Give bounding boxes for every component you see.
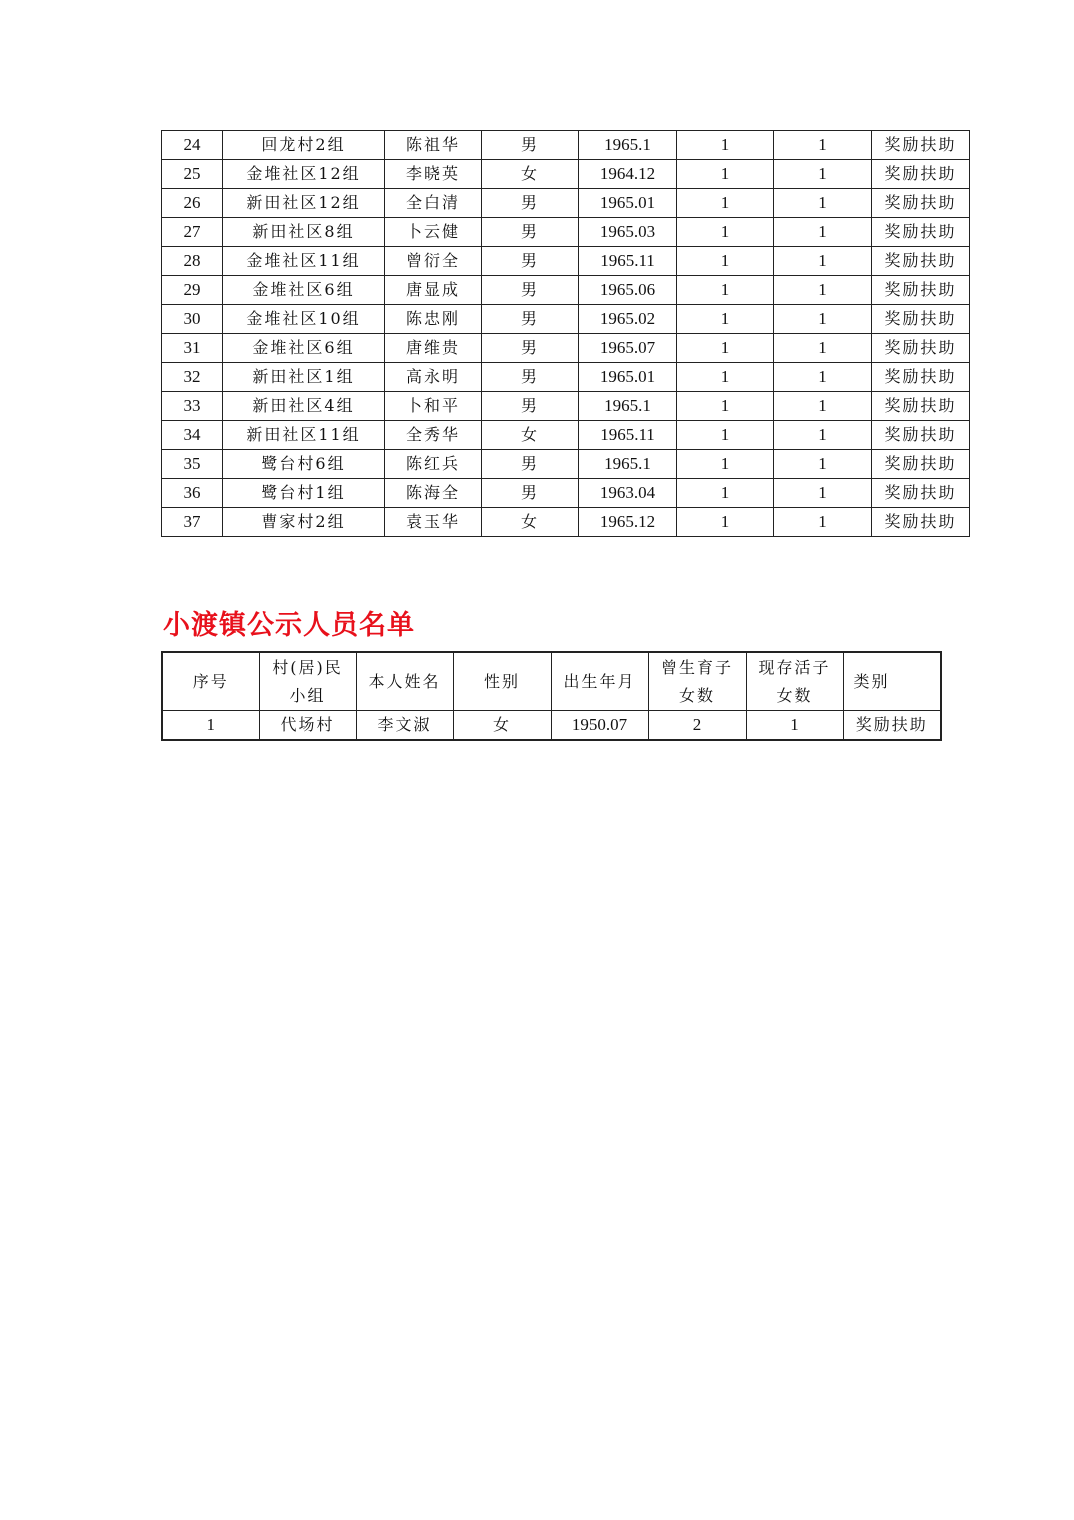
- cell-birth: 1965.1: [579, 450, 677, 479]
- cell-children-born: 1: [677, 508, 774, 537]
- cell-children-living: 1: [774, 508, 872, 537]
- table-row: [162, 131, 970, 160]
- cell-index: 28: [162, 247, 223, 276]
- cell-children-living: 1: [774, 247, 872, 276]
- cell-children-living: 1: [774, 450, 872, 479]
- cell-birth: 1965.12: [579, 508, 677, 537]
- cell-category: 奖励扶助: [872, 334, 970, 363]
- header-cell-category: 类别: [843, 652, 941, 711]
- table-row: [162, 334, 970, 363]
- cell-category: 奖励扶助: [872, 363, 970, 392]
- table-row: [162, 392, 970, 421]
- cell-children-living: 1: [774, 160, 872, 189]
- header-cell-children-born: 曾生育子女数: [648, 652, 746, 711]
- cell-index: 36: [162, 479, 223, 508]
- cell-category: 奖励扶助: [872, 305, 970, 334]
- cell-gender: 男: [482, 305, 579, 334]
- table-row: [162, 450, 970, 479]
- cell-children-living: 1: [774, 218, 872, 247]
- cell-category: 奖励扶助: [872, 160, 970, 189]
- cell-index: 35: [162, 450, 223, 479]
- header-row: [162, 652, 941, 711]
- header-cell-name: 本人姓名: [356, 652, 453, 711]
- cell-name: 卜和平: [385, 392, 482, 421]
- cell-children-born: 1: [677, 421, 774, 450]
- cell-category: 奖励扶助: [843, 711, 941, 741]
- cell-birth: 1965.02: [579, 305, 677, 334]
- table-row: [162, 305, 970, 334]
- cell-category: 奖励扶助: [872, 189, 970, 218]
- cell-index: 1: [162, 711, 259, 741]
- cell-children-living: 1: [774, 363, 872, 392]
- cell-gender: 男: [482, 276, 579, 305]
- cell-group: 金堆社区6组: [223, 276, 385, 305]
- cell-children-born: 1: [677, 363, 774, 392]
- cell-birth: 1965.06: [579, 276, 677, 305]
- cell-children-born: 1: [677, 450, 774, 479]
- cell-index: 24: [162, 131, 223, 160]
- cell-category: 奖励扶助: [872, 421, 970, 450]
- cell-gender: 男: [482, 363, 579, 392]
- cell-children-living: 1: [746, 711, 843, 741]
- cell-children-born: 1: [677, 305, 774, 334]
- cell-index: 31: [162, 334, 223, 363]
- cell-index: 27: [162, 218, 223, 247]
- cell-index: 33: [162, 392, 223, 421]
- table-row: [162, 276, 970, 305]
- cell-gender: 女: [453, 711, 551, 741]
- xiaodu-table: [161, 651, 942, 741]
- table-row: [162, 189, 970, 218]
- cell-name: 唐维贵: [385, 334, 482, 363]
- continued-table: [161, 130, 970, 537]
- cell-children-living: 1: [774, 421, 872, 450]
- cell-children-born: 1: [677, 189, 774, 218]
- cell-index: 34: [162, 421, 223, 450]
- cell-index: 29: [162, 276, 223, 305]
- cell-group: 新田社区8组: [223, 218, 385, 247]
- cell-index: 30: [162, 305, 223, 334]
- cell-group: 鹭台村1组: [223, 479, 385, 508]
- cell-children-born: 1: [677, 160, 774, 189]
- table-row: [162, 479, 970, 508]
- cell-group: 金堆社区12组: [223, 160, 385, 189]
- cell-children-born: 2: [648, 711, 746, 741]
- cell-category: 奖励扶助: [872, 276, 970, 305]
- cell-birth: 1965.01: [579, 189, 677, 218]
- cell-index: 25: [162, 160, 223, 189]
- cell-group: 金堆社区11组: [223, 247, 385, 276]
- cell-group: 新田社区11组: [223, 421, 385, 450]
- cell-children-living: 1: [774, 334, 872, 363]
- cell-group: 新田社区1组: [223, 363, 385, 392]
- cell-children-born: 1: [677, 479, 774, 508]
- cell-name: 袁玉华: [385, 508, 482, 537]
- cell-birth: 1950.07: [551, 711, 648, 741]
- table-row: [162, 421, 970, 450]
- cell-children-living: 1: [774, 392, 872, 421]
- cell-gender: 男: [482, 189, 579, 218]
- cell-children-living: 1: [774, 131, 872, 160]
- cell-group: 鹭台村6组: [223, 450, 385, 479]
- cell-category: 奖励扶助: [872, 508, 970, 537]
- cell-birth: 1965.03: [579, 218, 677, 247]
- cell-children-born: 1: [677, 218, 774, 247]
- cell-group: 代场村: [259, 711, 356, 741]
- header-cell-index: 序号: [162, 652, 259, 711]
- table-row: [162, 508, 970, 537]
- cell-gender: 女: [482, 160, 579, 189]
- cell-category: 奖励扶助: [872, 247, 970, 276]
- cell-gender: 男: [482, 247, 579, 276]
- cell-index: 26: [162, 189, 223, 218]
- cell-children-living: 1: [774, 189, 872, 218]
- cell-category: 奖励扶助: [872, 450, 970, 479]
- header-cell-gender: 性别: [453, 652, 551, 711]
- cell-name: 高永明: [385, 363, 482, 392]
- cell-children-born: 1: [677, 131, 774, 160]
- cell-gender: 男: [482, 479, 579, 508]
- cell-group: 曹家村2组: [223, 508, 385, 537]
- cell-group: 金堆社区6组: [223, 334, 385, 363]
- header-cell-birth: 出生年月: [551, 652, 648, 711]
- table-row: [162, 247, 970, 276]
- cell-gender: 女: [482, 421, 579, 450]
- cell-name: 唐显成: [385, 276, 482, 305]
- cell-name: 陈忠刚: [385, 305, 482, 334]
- cell-birth: 1965.01: [579, 363, 677, 392]
- cell-category: 奖励扶助: [872, 479, 970, 508]
- cell-birth: 1963.04: [579, 479, 677, 508]
- cell-birth: 1965.1: [579, 131, 677, 160]
- header-cell-children-living: 现存活子女数: [746, 652, 843, 711]
- cell-children-born: 1: [677, 334, 774, 363]
- section-title: 小渡镇公示人员名单: [163, 610, 415, 641]
- cell-gender: 女: [482, 508, 579, 537]
- cell-name: 陈祖华: [385, 131, 482, 160]
- cell-birth: 1965.11: [579, 421, 677, 450]
- cell-category: 奖励扶助: [872, 131, 970, 160]
- cell-index: 37: [162, 508, 223, 537]
- table-row: [162, 160, 970, 189]
- table-row: [162, 711, 941, 741]
- cell-name: 曾衍全: [385, 247, 482, 276]
- cell-gender: 男: [482, 334, 579, 363]
- cell-gender: 男: [482, 131, 579, 160]
- cell-name: 陈红兵: [385, 450, 482, 479]
- cell-name: 全秀华: [385, 421, 482, 450]
- cell-group: 金堆社区10组: [223, 305, 385, 334]
- table-row: [162, 218, 970, 247]
- cell-index: 32: [162, 363, 223, 392]
- cell-children-living: 1: [774, 305, 872, 334]
- table-row: [162, 363, 970, 392]
- cell-gender: 男: [482, 450, 579, 479]
- cell-name: 陈海全: [385, 479, 482, 508]
- cell-children-born: 1: [677, 392, 774, 421]
- cell-children-living: 1: [774, 479, 872, 508]
- cell-name: 卜云健: [385, 218, 482, 247]
- cell-category: 奖励扶助: [872, 392, 970, 421]
- cell-name: 全白清: [385, 189, 482, 218]
- cell-gender: 男: [482, 218, 579, 247]
- cell-children-born: 1: [677, 247, 774, 276]
- cell-birth: 1964.12: [579, 160, 677, 189]
- cell-birth: 1965.07: [579, 334, 677, 363]
- cell-name: 李文淑: [356, 711, 453, 741]
- cell-group: 新田社区12组: [223, 189, 385, 218]
- cell-children-born: 1: [677, 276, 774, 305]
- cell-category: 奖励扶助: [872, 218, 970, 247]
- cell-birth: 1965.11: [579, 247, 677, 276]
- cell-name: 李晓英: [385, 160, 482, 189]
- cell-birth: 1965.1: [579, 392, 677, 421]
- cell-children-living: 1: [774, 276, 872, 305]
- header-cell-group: 村(居)民小组: [259, 652, 356, 711]
- cell-group: 回龙村2组: [223, 131, 385, 160]
- cell-gender: 男: [482, 392, 579, 421]
- cell-group: 新田社区4组: [223, 392, 385, 421]
